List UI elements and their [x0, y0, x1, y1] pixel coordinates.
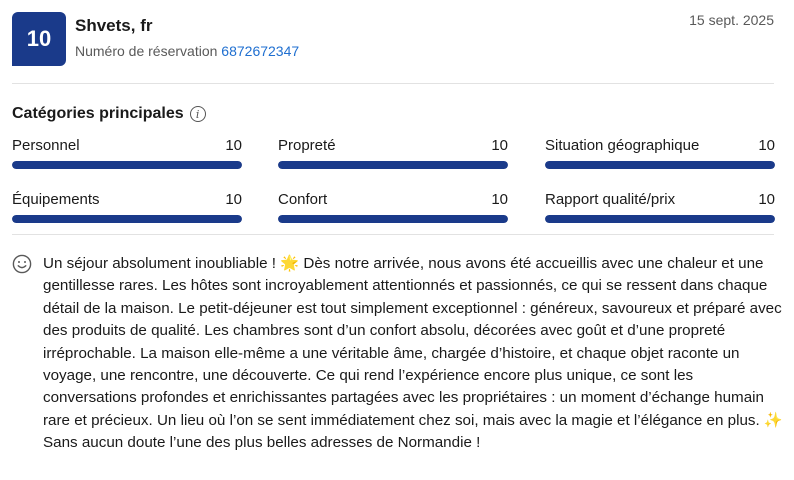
- category-score: 10: [491, 137, 508, 154]
- category-bar: [12, 215, 242, 223]
- reviewer-name: Shvets, fr: [75, 16, 153, 35]
- category-bar-fill: [12, 161, 242, 169]
- booking-row: [75, 43, 299, 59]
- category-personnel: [12, 136, 242, 176]
- category-label: Équipements: [12, 191, 100, 208]
- category-situation: [545, 136, 775, 176]
- category-score: 10: [225, 137, 242, 154]
- category-bar: [278, 215, 508, 223]
- category-label: Propreté: [278, 137, 336, 154]
- categories-title: Catégories principales: [12, 105, 184, 122]
- category-bar: [278, 161, 508, 169]
- category-label: Situation géographique: [545, 137, 700, 154]
- review-text: Un séjour absolument inoubliable ! 🌟 Dès notre arrivée, nous avons été accueillis avec une chaleur et une gentillesse rares. Les hôtes sont incroyablement attentionnés et passionnés, ce qui se ressent dans chaque détail de la maison. Le petit-déjeuner est tout simplement exceptionnel : généreux, savoureux et préparé avec des produits de qualité. Les chambres sont d’un confort absolu, décorées avec goût et d’une propreté irréprochable. La maison elle-même a une véritable âme, chargée d’histoire, et chaque objet raconte un voyage, une rencontre, une découverte. Ce qui rend l’expérience encore plus unique, ce sont les conversations profondes et enrichissantes partagées avec les propriétaires : un moment d’échange humain rare et précieux. Un lieu où l’on se sent immédiatement chez soi, mais avec la magie et l’élégance en plus. ✨ Sans aucun doute l’une des plus belles adresses de Normandie !: [43, 255, 783, 452]
- category-bar-fill: [545, 161, 775, 169]
- review-score-badge: [12, 12, 66, 66]
- category-confort: [278, 190, 508, 230]
- booking-number-link[interactable]: 6872672347: [221, 43, 300, 59]
- booking-label: Numéro de réservation: [75, 43, 218, 59]
- category-equipements: [12, 190, 242, 230]
- category-bar-fill: [12, 215, 242, 223]
- categories-heading: [12, 105, 206, 123]
- category-score: 10: [491, 191, 508, 208]
- category-rapport-qualite-prix: [545, 190, 775, 230]
- category-bar: [545, 161, 775, 169]
- category-label: Personnel: [12, 137, 80, 154]
- category-bar: [545, 215, 775, 223]
- category-score: 10: [225, 191, 242, 208]
- category-bar-fill: [278, 161, 508, 169]
- categories-divider: [12, 234, 774, 235]
- review-date: 15 sept. 2025: [689, 12, 774, 28]
- review-score: 10: [26, 26, 52, 51]
- category-label: Rapport qualité/prix: [545, 191, 676, 208]
- category-score: 10: [758, 137, 775, 154]
- smiley-face-icon: [12, 254, 32, 274]
- header-divider: [12, 83, 774, 84]
- category-bar-fill: [545, 215, 775, 223]
- category-label: Confort: [278, 191, 328, 208]
- category-proprete: [278, 136, 508, 176]
- category-score: 10: [758, 191, 775, 208]
- category-bar-fill: [278, 215, 508, 223]
- info-icon[interactable]: i: [190, 106, 206, 122]
- category-bar: [12, 161, 242, 169]
